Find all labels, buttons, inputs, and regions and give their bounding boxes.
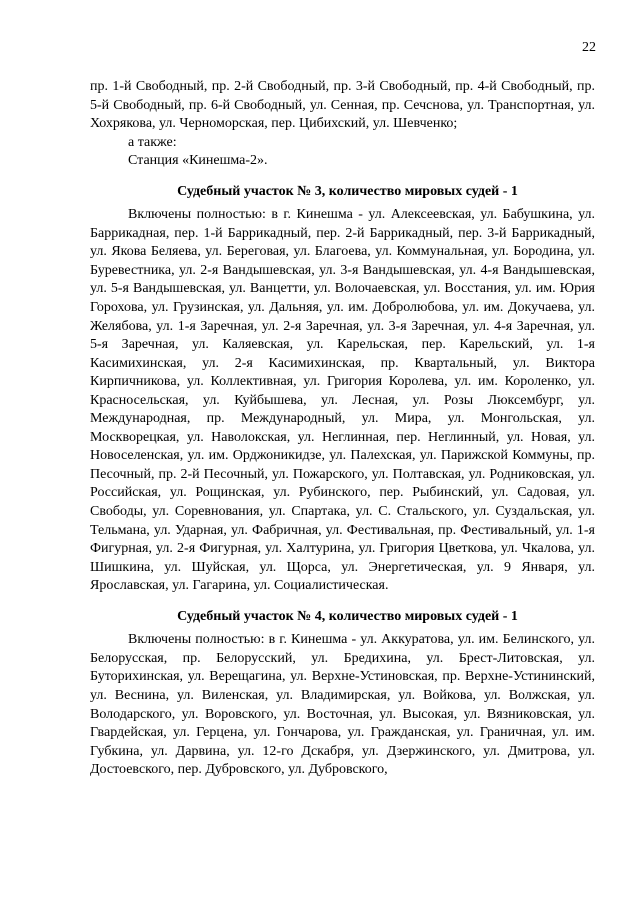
also-line: а также: (128, 134, 177, 150)
section-4-text: Включены полностью: в г. Кинешма - ул. Аккуратова, ул. им. Белинского, ул. Белорусская, пр. Белорусский, ул. Бредихина, ул. Брест-Литовская, ул. Буторихинская, ул. Верещагина, ул. Верхне-Устиновская, пр. Верхне-Устининский, ул. Веснина, ул. Виленская, ул. Владимирская, ул. Войкова, ул. Волжская, ул. Володарского, ул. Воровского, ул. Восточная, ул. Высокая, ул. Вязниковская, ул. Гвардейская, ул. Герцена, ул. Гончарова, ул. Гражданская, ул. Граничная, ул. им. Губкина, ул. Дарвина, ул. 12-го Дскабря, ул. Дзержинского, ул. Дмитрова, ул. Достоевского, пер. Дубровского, ул. Дубровского, (90, 632, 595, 778)
section-3-heading: Судебный участок № 3, количество мировых судей - 1 (177, 183, 518, 199)
section-3-text: Включены полностью: в г. Кинешма - ул. Алексеевская, ул. Бабушкина, ул. Баррикадная, пер. 1-й Баррикадный, пер. 2-й Баррикадный, пер. 3-й Баррикадный, ул. Якова Беляева, ул. Береговая, ул. Благоева, ул. Коммунальная, ул. Бородина, ул. Буревестника, ул. 2-я Вандышевская, ул. 3-я Вандышевская, ул. 4-я Вандышевская, ул. 5-я Вандышевская, ул. Ванцетти, ул. Волочаевская, ул. Восстания, ул. им. Юрия Горохова, ул. Грузинская, ул. Дальняя, ул. им. Добролюбова, ул. им. Докучаева, ул. Желябова, ул. 1-я Заречная, ул. 2-я Заречная, ул. 3-я Заречная, ул. 4-я Заречная, ул. 5-я Заречная, ул. Каляевская, ул. Карельская, пер. Карельский, ул. 1-я Касимихинская, ул. 2-я Касимихинская, пр. Квартальный, ул. Виктора Кирпичникова, ул. Коллективная, ул. Григория Королева, ул. им. Короленко, ул. Красносельская, ул. Куйбышева, ул. Лесная, ул. Розы Люксембург, ул. Международная, пр. Международный, ул. Мира, ул. Монгольская, ул. Москворецкая, ул. Наволокская, ул. Неглинная, пер. Неглинный, ул. Новая, ул. Новоселенская, ул. им. Орджоникидзе, ул. Палехская, ул. Парижской Коммуны, пр. Песочный, пр. 2-й Песочный, ул. Пожарского, ул. Полтавская, ул. Родниковская, ул. Российская, ул. Рощинская, ул. Рубинского, пер. Рыбинский, ул. Садовая, ул. Свободы, ул. Соревнования, ул. Спартака, ул. С. Стальского, ул. Суздальская, ул. Тельмана, ул. Ударная, ул. Фабричная, ул. Фестивальная, пр. Фестивальный, ул. 1-я Фигурная, ул. 2-я Фигурная, ул. Халтурина, ул. Григория Цветкова, ул. Чкалова, ул. Шишкина, ул. Шуйская, ул. Щорса, ул. Энергетическая, ул. 9 Января, ул. Ярославская, ул. Гагарина, ул. Социалистическая. (90, 207, 595, 594)
document-body (90, 78, 595, 780)
station-line: Станция «Кинешма-2». (128, 153, 268, 169)
intro-paragraph: пр. 1-й Свободный, пр. 2-й Свободный, пр. 3-й Свободный, пр. 4-й Свободный, пр. 5-й Свободный, пр. 6-й Свободный, ул. Сенная, пр. Сечснова, ул. Транспортная, ул. Хохрякова, ул. Черноморская, пер. Цибихский, ул. Шевченко; (90, 79, 595, 132)
section-4-heading: Судебный участок № 4, количество мировых судей - 1 (177, 608, 518, 624)
page-number: 22 (582, 40, 596, 55)
